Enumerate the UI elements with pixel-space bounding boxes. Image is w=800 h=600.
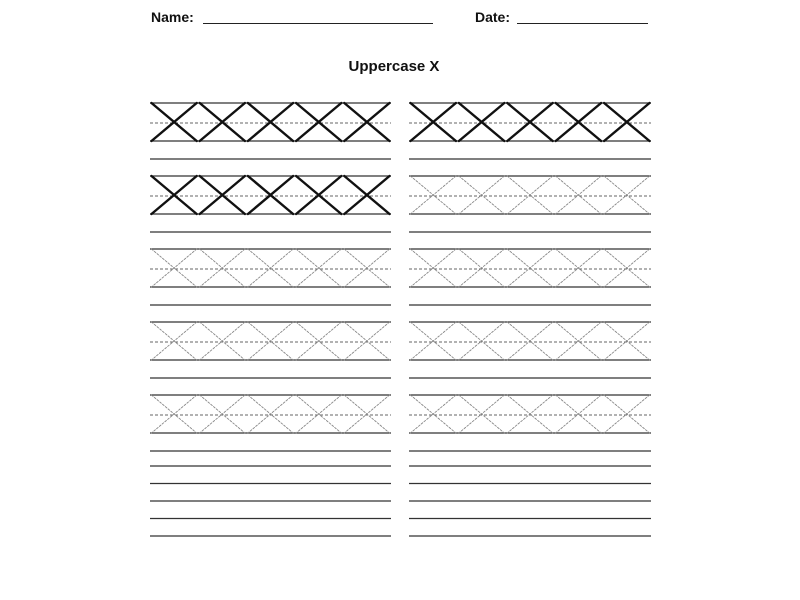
letter-x-trace [459,395,504,433]
letter-x-model [248,176,293,214]
worksheet-title: Uppercase X [348,58,440,75]
letter-x-model [248,103,293,141]
letter-x-trace [411,322,456,360]
letter-x-trace [507,176,552,214]
letter-x-trace [296,249,341,287]
letter-x-trace [507,322,552,360]
practice-line-3-left[interactable] [150,249,391,305]
letter-x-trace [604,176,649,214]
letter-x-trace [152,249,197,287]
practice-line-3-right[interactable] [409,249,651,305]
letter-x-model [459,103,504,141]
letter-x-model [200,176,245,214]
practice-line-2-right[interactable] [409,176,651,232]
letter-x-trace [248,322,293,360]
letter-x-trace [507,249,552,287]
letter-x-trace [296,322,341,360]
letter-x-model [296,103,341,141]
letter-x-model [152,103,197,141]
letter-x-model [604,103,649,141]
letter-x-model [200,103,245,141]
letter-x-trace [604,322,649,360]
letter-x-trace [344,395,389,433]
letter-x-trace [556,322,601,360]
practice-line-4-right[interactable] [409,322,651,378]
letter-x-trace [296,395,341,433]
date-label: Date: [475,9,511,25]
letter-x-model [152,176,197,214]
practice-line-4-left[interactable] [150,322,391,378]
letter-x-trace [200,249,245,287]
letter-x-trace [248,395,293,433]
letter-x-trace [344,249,389,287]
letter-x-trace [604,395,649,433]
letter-x-model [344,103,389,141]
letter-x-trace [248,249,293,287]
letter-x-trace [344,322,389,360]
letter-x-model [556,103,601,141]
letter-x-trace [200,322,245,360]
letter-x-trace [152,322,197,360]
letter-x-trace [556,176,601,214]
letter-x-model [344,176,389,214]
practice-line-2-left[interactable] [150,176,391,232]
letter-x-trace [411,249,456,287]
letter-x-model [411,103,456,141]
practice-line-5-right[interactable] [409,395,651,451]
letter-x-trace [152,395,197,433]
practice-line-1-left[interactable] [150,103,391,159]
practice-line-1-right[interactable] [409,103,651,159]
practice-line-5-left[interactable] [150,395,391,451]
letter-x-trace [459,322,504,360]
letter-x-trace [459,176,504,214]
name-label: Name: [151,9,194,25]
letter-x-model [296,176,341,214]
letter-x-trace [507,395,552,433]
letter-x-trace [459,249,504,287]
letter-x-model [507,103,552,141]
letter-x-trace [604,249,649,287]
letter-x-trace [200,395,245,433]
letter-x-trace [556,249,601,287]
letter-x-trace [556,395,601,433]
letter-x-trace [411,395,456,433]
letter-x-trace [411,176,456,214]
